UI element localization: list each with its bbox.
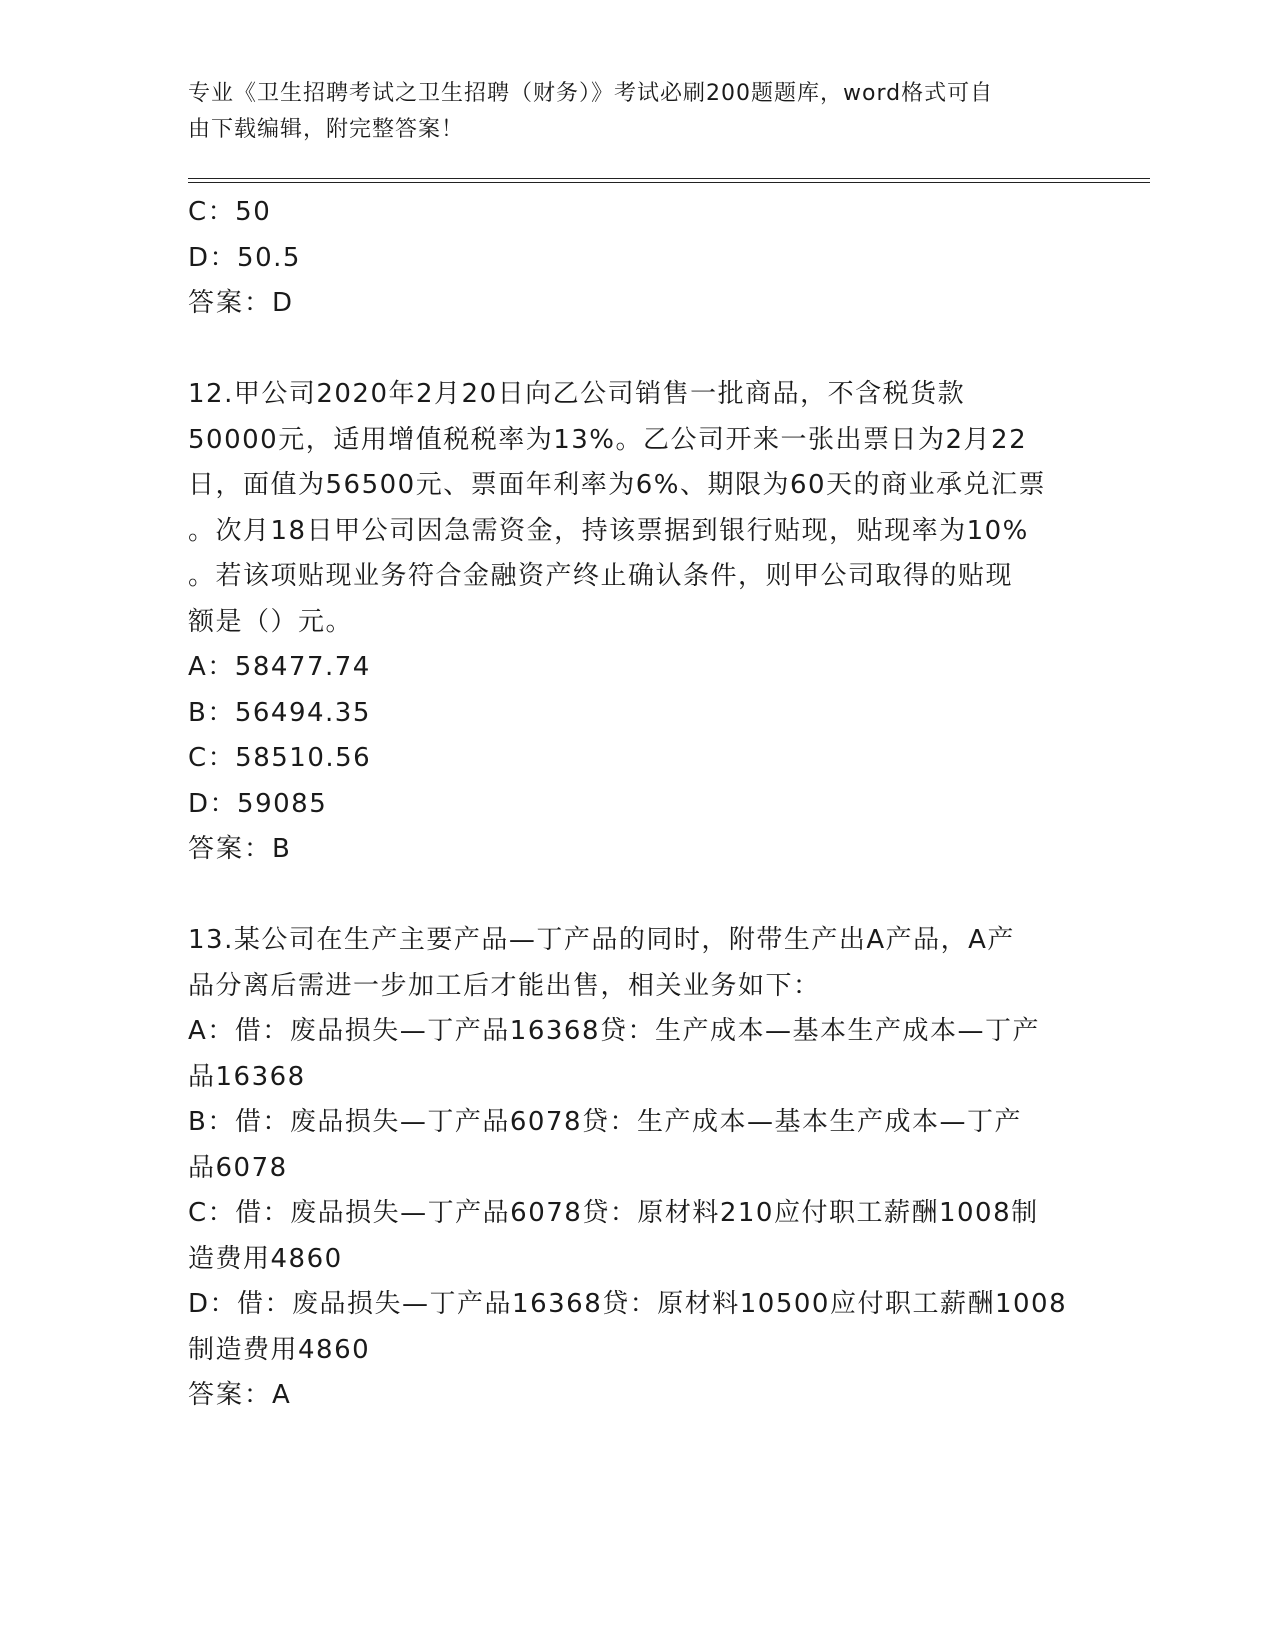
header-line-2: 由下载编辑，附完整答案！: [188, 117, 465, 142]
q13-option-b-line-2: 品6078: [188, 1152, 288, 1183]
spacer: [188, 873, 1088, 919]
q12-stem-line-4: 。次月18日甲公司因急需资金，持该票据到银行贴现，贴现率为10%: [188, 515, 1029, 546]
q13-option-b-line-1: B：借：废品损失—丁产品6078贷：生产成本—基本生产成本—丁产: [188, 1107, 1023, 1137]
q13-option-c-line-2: 造费用4860: [188, 1243, 343, 1274]
header-divider-top: [188, 178, 1150, 179]
q12-option-b: B：56494.35: [188, 697, 371, 728]
q13-option-d-line-2: 制造费用4860: [188, 1334, 371, 1365]
q13-option-d-line-1: D：借：废品损失—丁产品16368贷：原材料10500应付职工薪酬1008: [188, 1289, 1068, 1319]
q13-answer: 答案：A: [188, 1380, 292, 1410]
q13-stem-line-1: 13.某公司在生产主要产品—丁产品的同时，附带生产出A产品，A产: [188, 925, 1015, 955]
q12-stem-line-2: 50000元，适用增值税税率为13%。乙公司开来一张出票日为2月22: [188, 424, 1028, 455]
q12-option-d: D：59085: [188, 788, 328, 819]
spacer: [188, 327, 1088, 373]
q13-option-a-line-2: 品16368: [188, 1061, 306, 1092]
q12-stem-line-3: 日，面值为56500元、票面年利率为6%、期限为60天的商业承兑汇票: [188, 470, 1047, 500]
q12-stem-line-1: 12.甲公司2020年2月20日向乙公司销售一批商品，不含税货款: [188, 379, 966, 409]
q12-option-c: C：58510.56: [188, 743, 372, 773]
q13-option-a-line-1: A：借：废品损失—丁产品16368贷：生产成本—基本生产成本—丁产: [188, 1016, 1040, 1046]
q13-option-c-line-1: C：借：废品损失—丁产品6078贷：原材料210应付职工薪酬1008制: [188, 1198, 1039, 1228]
q11-answer: 答案：D: [188, 288, 295, 318]
q12-stem-line-6: 额是（）元。: [188, 606, 354, 637]
document-header: [188, 76, 1068, 148]
q11-option-d: D：50.5: [188, 242, 301, 273]
question-11-tail: [188, 190, 1088, 327]
q12-stem-line-5: 。若该项贴现业务符合金融资产终止确认条件，则甲公司取得的贴现: [188, 561, 1014, 591]
header-divider-bottom: [188, 182, 1150, 183]
q11-option-c: C：50: [188, 197, 272, 227]
q13-stem-line-2: 品分离后需进一步加工后才能出售，相关业务如下：: [188, 970, 821, 1001]
header-line-1: 专业《卫生招聘考试之卫生招聘（财务）》考试必刷200题题库，word格式可自: [188, 81, 994, 106]
question-12: [188, 372, 1088, 873]
question-content: [188, 190, 1088, 1419]
q12-answer: 答案：B: [188, 834, 292, 864]
question-13: [188, 918, 1088, 1419]
q12-option-a: A：58477.74: [188, 652, 371, 682]
